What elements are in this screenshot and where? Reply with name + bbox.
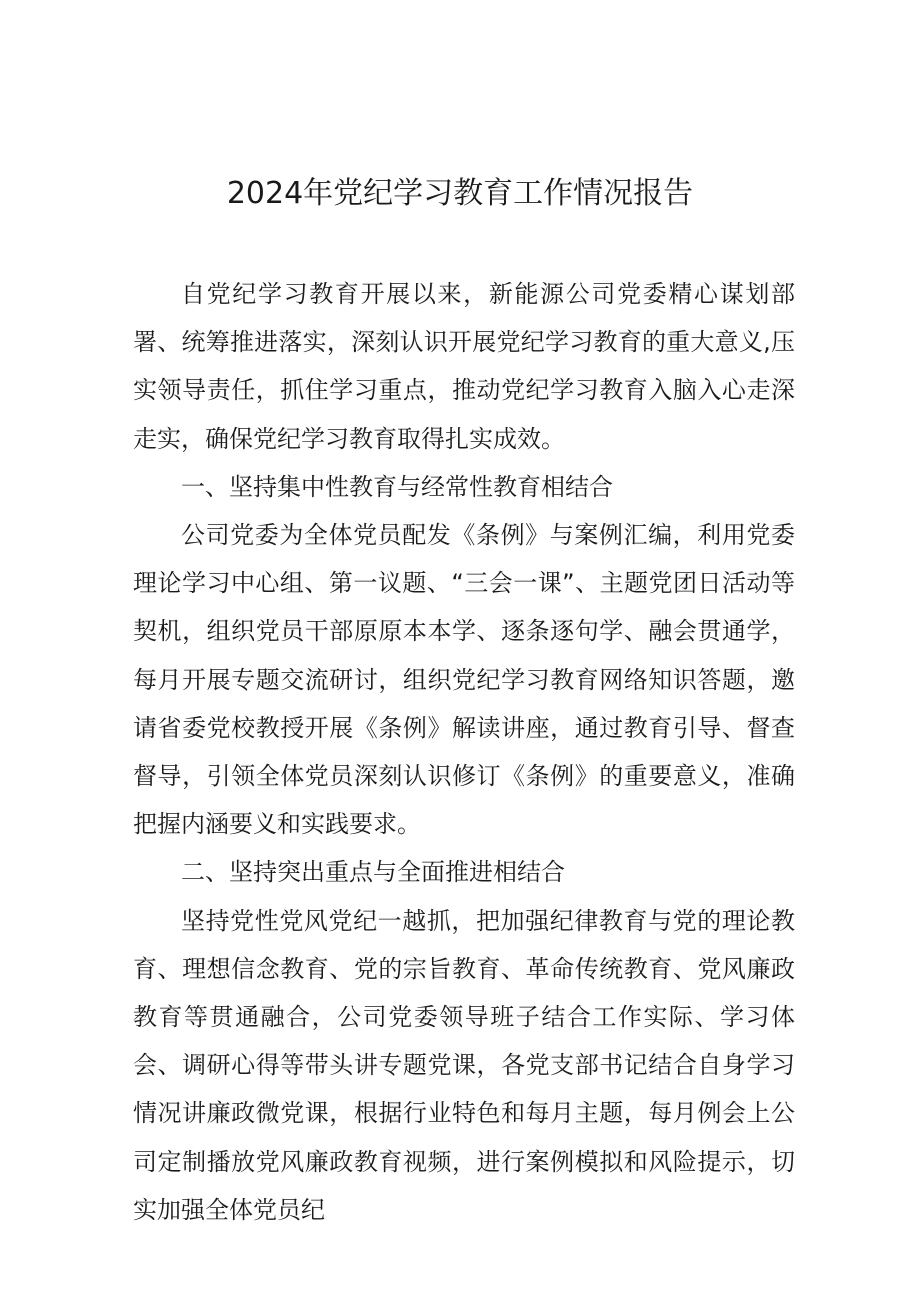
section-1-paragraph: 公司党委为全体党员配发《条例》与案例汇编，利用党委理论学习中心组、第一议题、“三会一课”、主题党团日活动等契机，组织党员干部原原本本学、逐条逐句学、融会贯通学，每月开展专题交流研讨，组织党纪学习教育网络知识答题，邀请省委党校教授开展《条例》解读讲座，通过教育引导、督查督导，引领全体党员深刻认识修订《条例》的重要意义，准确把握内涵要义和实践要求。 — [133, 521, 795, 839]
document-title: 2024年党纪学习教育工作情况报告 — [226, 176, 694, 211]
document-body — [133, 270, 795, 1234]
section-2-paragraph: 坚持党性党风党纪一越抓，把加强纪律教育与党的理论教育、理想信念教育、党的宗旨教育、革命传统教育、党风廉政教育等贯通融合，公司党委领导班子结合工作实际、学习体会、调研心得等带头讲专题党课，各党支部书记结合自身学习情况讲廉政微党课，根据行业特色和每月主题，每月例会上公司定制播放党风廉政教育视频，进行案例模拟和风险提示，切实加强全体党员纪 — [133, 906, 795, 1224]
section-heading-1: 一、坚持集中性教育与经常性教育相结合 — [181, 472, 613, 501]
intro-paragraph: 自党纪学习教育开展以来，新能源公司党委精心谋划部署、统筹推进落实，深刻认识开展党纪学习教育的重大意义,压实领导责任，抓住学习重点，推动党纪学习教育入脑入心走深走实，确保党纪学习教育取得扎实成效。 — [133, 280, 795, 453]
section-heading-2: 二、坚持突出重点与全面推进相结合 — [181, 858, 565, 887]
